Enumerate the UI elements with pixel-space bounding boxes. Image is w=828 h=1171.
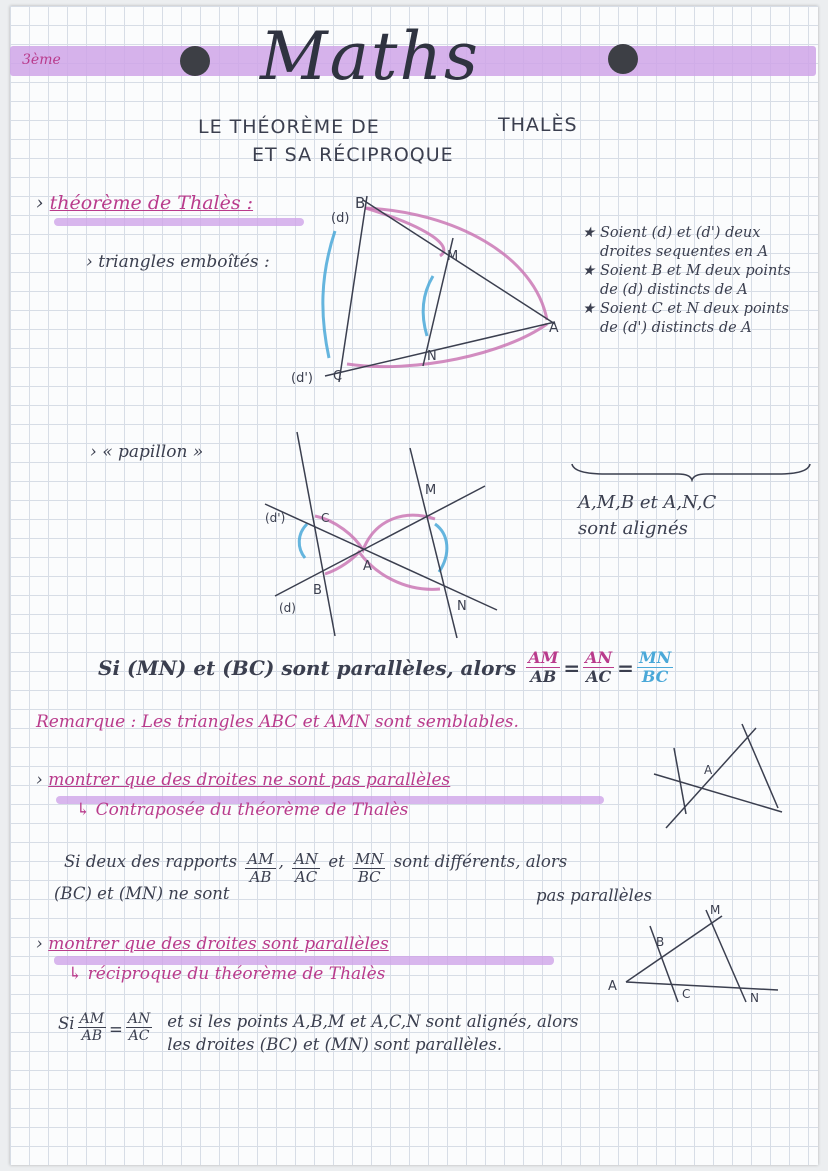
ratio-den: AB bbox=[249, 868, 272, 886]
line-mn bbox=[410, 448, 457, 638]
non-parallel-heading-text: montrer que des droites ne sont pas parallèles bbox=[48, 770, 451, 790]
ratio-num: AN bbox=[294, 850, 319, 868]
small-fig2-label-c: C bbox=[682, 987, 691, 1001]
ratio-den: AC bbox=[586, 667, 612, 686]
ratio-den: AC bbox=[294, 868, 318, 886]
line-1 bbox=[626, 916, 722, 982]
ratio-num: AM bbox=[79, 1011, 105, 1027]
fig1-label-a: A bbox=[549, 320, 559, 336]
ratio-an-ac bbox=[292, 852, 320, 885]
non-parallel-line1: Si deux des rapports $\frac{AM}{AB}$ , $\frac{AN}{AC}$ et $\frac{MN}{BC}$ sont différents, alors bbox=[64, 850, 568, 886]
fig2-label-m: M bbox=[425, 483, 437, 498]
arc-pink-am bbox=[365, 208, 444, 256]
arc-blue-right bbox=[435, 524, 447, 572]
parallel-text-block bbox=[167, 1010, 578, 1056]
hypothesis-item bbox=[582, 224, 807, 262]
non-parallel-line2-end: pas parallèles bbox=[536, 886, 653, 905]
thales-heading-text: théorème de Thalès : bbox=[49, 192, 254, 214]
case2-label bbox=[90, 442, 203, 462]
text: et bbox=[328, 852, 345, 871]
hypothesis-item bbox=[582, 262, 807, 300]
level-label: 3ème bbox=[22, 52, 61, 68]
text: Si deux des rapports bbox=[64, 852, 238, 871]
si-text: Si bbox=[58, 1014, 75, 1033]
fig2-label-b: B bbox=[313, 583, 322, 598]
arc-blue-left bbox=[299, 524, 307, 558]
small-fig2-label-n: N bbox=[750, 991, 759, 1005]
hypothesis-text: Soient B et M deux points de (d) distincts de A bbox=[600, 263, 791, 298]
ratio-num: MN bbox=[354, 850, 384, 868]
equals-sign: = bbox=[109, 1020, 123, 1039]
binder-hole-left bbox=[180, 46, 210, 76]
text: sont différents, alors bbox=[393, 852, 568, 871]
ratio-an-ac bbox=[126, 1012, 152, 1043]
non-parallel-line2-start: (BC) et (MN) ne sont bbox=[54, 884, 230, 903]
line-d bbox=[363, 200, 555, 324]
fig2-label-c: C bbox=[321, 511, 330, 525]
arc-blue-bc bbox=[323, 231, 335, 358]
star-icon: ★ bbox=[582, 263, 595, 279]
ratio-den: BC bbox=[357, 868, 381, 886]
ratio-num: AN bbox=[585, 648, 613, 667]
fig2-label-d-prime: (d') bbox=[265, 511, 286, 525]
star-icon: ★ bbox=[582, 225, 595, 241]
thales-heading bbox=[36, 192, 253, 214]
parallel-heading-text: montrer que des droites sont parallèles bbox=[48, 934, 389, 954]
fig2-label-n: N bbox=[457, 599, 467, 614]
parallel-subheading: ↳ réciproque du théorème de Thalès bbox=[68, 964, 386, 984]
ratio-am-ab bbox=[245, 852, 275, 885]
hypotheses-block bbox=[582, 224, 807, 338]
hypothesis-item bbox=[582, 300, 807, 338]
line-d-prime bbox=[265, 504, 497, 610]
non-parallel-heading bbox=[36, 770, 450, 790]
aligned-statement-1: A,M,B et A,N,C bbox=[578, 492, 717, 513]
theorem-title-thales: THALÈS bbox=[498, 114, 578, 136]
fig2-label-a: A bbox=[363, 559, 372, 574]
line-4 bbox=[742, 724, 778, 808]
star-icon: ★ bbox=[582, 301, 595, 317]
small-figure-parallel bbox=[600, 896, 780, 1006]
ratio-den: BC bbox=[641, 667, 669, 686]
parallel-statement bbox=[58, 1010, 578, 1056]
chevron-right-icon: › bbox=[36, 934, 43, 954]
page-title: Maths bbox=[260, 18, 480, 95]
hypothesis-text: Soient (d) et (d') deux droites sequentes en A bbox=[600, 225, 769, 260]
parallel-line2: les droites (BC) et (MN) sont parallèles. bbox=[167, 1035, 503, 1054]
line-d-prime bbox=[325, 322, 555, 376]
chevron-right-icon: › bbox=[90, 442, 97, 462]
non-parallel-subheading: ↳ Contraposée du théorème de Thalès bbox=[76, 800, 409, 820]
chevron-right-icon: › bbox=[36, 192, 44, 214]
equals-sign: = bbox=[617, 655, 634, 680]
small-fig2-label-b: B bbox=[656, 935, 665, 949]
figure-nested-triangles bbox=[265, 186, 575, 386]
ratio-an-ac bbox=[583, 650, 614, 685]
theorem-title-line1: LE THÉORÈME DE bbox=[198, 116, 380, 138]
remark: Remarque : Les triangles ABC et AMN sont semblables. bbox=[36, 712, 519, 732]
case1-label-text: triangles emboîtés : bbox=[98, 252, 270, 272]
arc-pink-ab bbox=[365, 208, 547, 320]
conclusion-line bbox=[98, 650, 676, 685]
conclusion-prefix: Si (MN) et (BC) sont parallèles, alors bbox=[98, 655, 517, 680]
line-d bbox=[275, 486, 485, 596]
notebook-page bbox=[10, 6, 818, 1165]
ratio-mn-bc bbox=[353, 852, 385, 885]
chevron-right-icon: › bbox=[36, 770, 43, 790]
line-2 bbox=[626, 982, 778, 990]
ratio-am-ab bbox=[78, 1012, 106, 1043]
fig1-label-d: (d) bbox=[331, 211, 350, 226]
small-fig1-label-a: A bbox=[704, 763, 713, 777]
line-1 bbox=[654, 774, 782, 812]
parallel-line1: et si les points A,B,M et A,C,N sont alignés, alors bbox=[167, 1012, 579, 1031]
fig1-label-b: B bbox=[355, 194, 366, 212]
fig1-label-m: M bbox=[447, 249, 459, 264]
ratio-mn-bc bbox=[637, 650, 673, 685]
aligned-statement-2: sont alignés bbox=[578, 518, 688, 539]
fig1-label-n: N bbox=[427, 349, 437, 364]
fig1-label-c: C bbox=[333, 369, 343, 384]
arc-pink-upper bbox=[315, 515, 435, 550]
parallel-heading bbox=[36, 934, 389, 954]
equals-sign: = bbox=[563, 655, 581, 680]
fig2-label-d: (d) bbox=[279, 601, 296, 615]
ratio-num: AM bbox=[528, 648, 559, 667]
ratio-num: AN bbox=[127, 1011, 151, 1027]
case1-label bbox=[86, 252, 270, 272]
case2-label-text: « papillon » bbox=[102, 442, 204, 462]
line-mn bbox=[706, 910, 746, 1002]
ratio-num: AM bbox=[247, 850, 274, 868]
curly-brace bbox=[566, 458, 816, 482]
theorem-title-line2: ET SA RÉCIPROQUE bbox=[252, 144, 454, 166]
small-fig2-label-a: A bbox=[608, 979, 617, 994]
small-figure-non-parallel bbox=[650, 722, 790, 834]
ratio-num: MN bbox=[638, 648, 672, 667]
binder-hole-right bbox=[608, 44, 638, 74]
ratio-am-ab bbox=[526, 650, 560, 685]
ratio-den: AC bbox=[128, 1028, 150, 1044]
hypothesis-text: Soient C et N deux points de (d') distincts de A bbox=[600, 301, 789, 336]
small-fig2-label-m: M bbox=[710, 903, 721, 917]
fig1-label-d-prime: (d') bbox=[291, 371, 313, 386]
figure-butterfly bbox=[235, 424, 510, 644]
chevron-right-icon: › bbox=[86, 252, 93, 272]
ratio-den: AB bbox=[81, 1028, 103, 1044]
ratio-den: AB bbox=[530, 667, 557, 686]
